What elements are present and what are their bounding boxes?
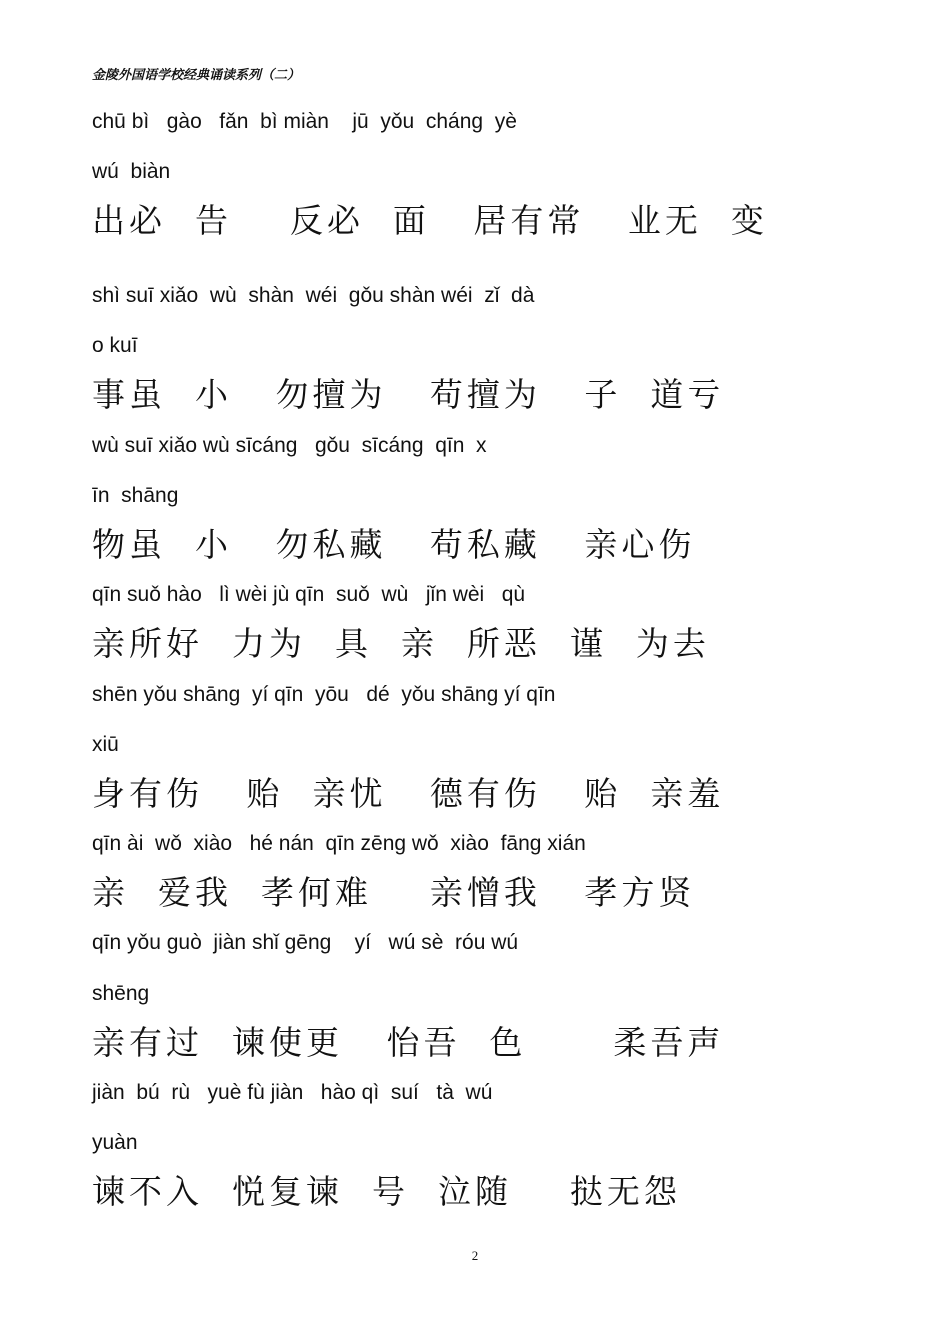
- hanzi-line: 谏不入 悦复谏 号 泣随 挞无怨: [92, 1172, 681, 1211]
- hanzi-line: 事虽 小 勿擅为 苟擅为 子 道亏: [92, 375, 725, 414]
- pinyin-line: yuàn: [92, 1131, 138, 1154]
- pinyin-line: chū bì gào fǎn bì miàn jū yǒu cháng yè: [92, 110, 517, 133]
- pinyin-line: xiū: [92, 733, 119, 756]
- hanzi-line: 出必 告 反必 面 居有常 业无 变: [92, 201, 768, 240]
- pinyin-line: shēn yǒu shāng yí qīn yōu dé yǒu shāng yí qīn: [92, 683, 556, 706]
- hanzi-line: 亲 爱我 孝何难 亲憎我 孝方贤: [92, 873, 696, 912]
- pinyin-line: shì suī xiǎo wù shàn wéi gǒu shàn wéi zǐ dà: [92, 284, 535, 307]
- pinyin-line: wù suī xiǎo wù sīcáng gǒu sīcáng qīn x: [92, 434, 487, 457]
- hanzi-line: 物虽 小 勿私藏 苟私藏 亲心伤: [92, 525, 696, 564]
- hanzi-line: 亲所好 力为 具 亲 所恶 谨 为去: [92, 624, 710, 663]
- pinyin-line: shēng: [92, 982, 150, 1005]
- page-number: 2: [471, 1248, 479, 1263]
- pinyin-line: jiàn bú rù yuè fù jiàn hào qì suí tà wú: [92, 1081, 493, 1104]
- pinyin-line: o kuī: [92, 334, 138, 357]
- pinyin-line: wú biàn: [92, 160, 171, 183]
- hanzi-line: 亲有过 谏使更 怡吾 色 柔吾声: [92, 1023, 725, 1062]
- pinyin-line: qīn ài wǒ xiào hé nán qīn zēng wǒ xiào fāng xián: [92, 832, 586, 855]
- hanzi-line: 身有伤 贻 亲忧 德有伤 贻 亲羞: [92, 774, 725, 813]
- pinyin-line: qīn suǒ hào lì wèi jù qīn suǒ wù jǐn wèi qù: [92, 583, 526, 606]
- pinyin-line: īn shāng: [92, 484, 179, 507]
- pinyin-line: qīn yǒu guò jiàn shǐ gēng yí wú sè róu wú: [92, 931, 519, 954]
- series-header: 金陵外国语学校经典诵读系列（二）: [92, 68, 301, 83]
